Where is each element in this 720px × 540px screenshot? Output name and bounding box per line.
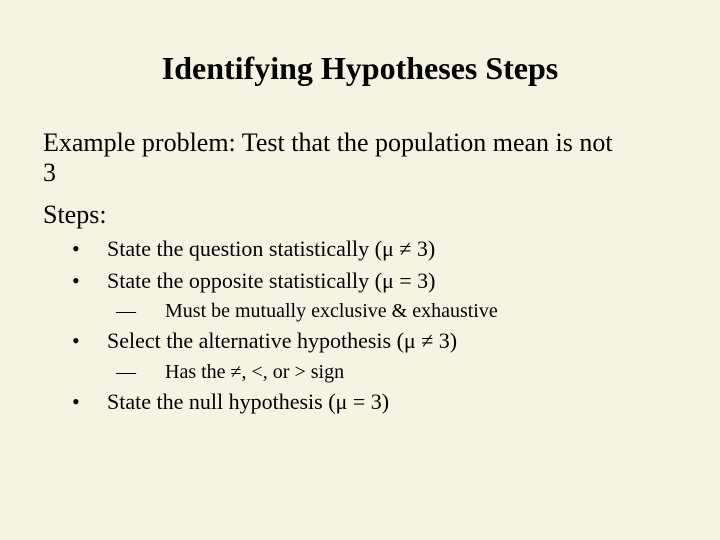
dash-icon: — xyxy=(116,361,136,383)
step-2-text: State the opposite statistically (μ = 3) xyxy=(107,268,436,293)
step-4-text: State the null hypothesis (μ = 3) xyxy=(107,389,390,414)
bullet-icon: • xyxy=(72,389,80,414)
bullet-icon: • xyxy=(72,236,80,261)
step-1-text: State the question statistically (μ ≠ 3) xyxy=(107,236,436,261)
bullet-icon: • xyxy=(72,268,80,293)
bullet-icon: • xyxy=(72,328,80,353)
step-3-text: Select the alternative hypothesis (μ ≠ 3) xyxy=(107,328,458,353)
intro-line-2: 3 xyxy=(43,158,56,187)
list-item-step-4 xyxy=(0,387,720,417)
list-subitem-1 xyxy=(0,297,720,327)
intro-line-1: Example problem: Test that the population mean is not xyxy=(43,128,613,157)
subitem-1-text: Must be mutually exclusive & exhaustive xyxy=(165,300,498,322)
list-item-step-1 xyxy=(0,234,720,264)
list-item-step-2 xyxy=(0,266,720,296)
steps-heading: Steps: xyxy=(43,200,107,229)
list-item-step-3 xyxy=(0,326,720,356)
slide-title: Identifying Hypotheses Steps xyxy=(161,50,559,86)
list-subitem-2 xyxy=(0,358,720,388)
intro-text xyxy=(43,128,683,188)
dash-icon: — xyxy=(116,300,136,322)
subitem-2-text: Has the ≠, <, or > sign xyxy=(165,361,345,383)
